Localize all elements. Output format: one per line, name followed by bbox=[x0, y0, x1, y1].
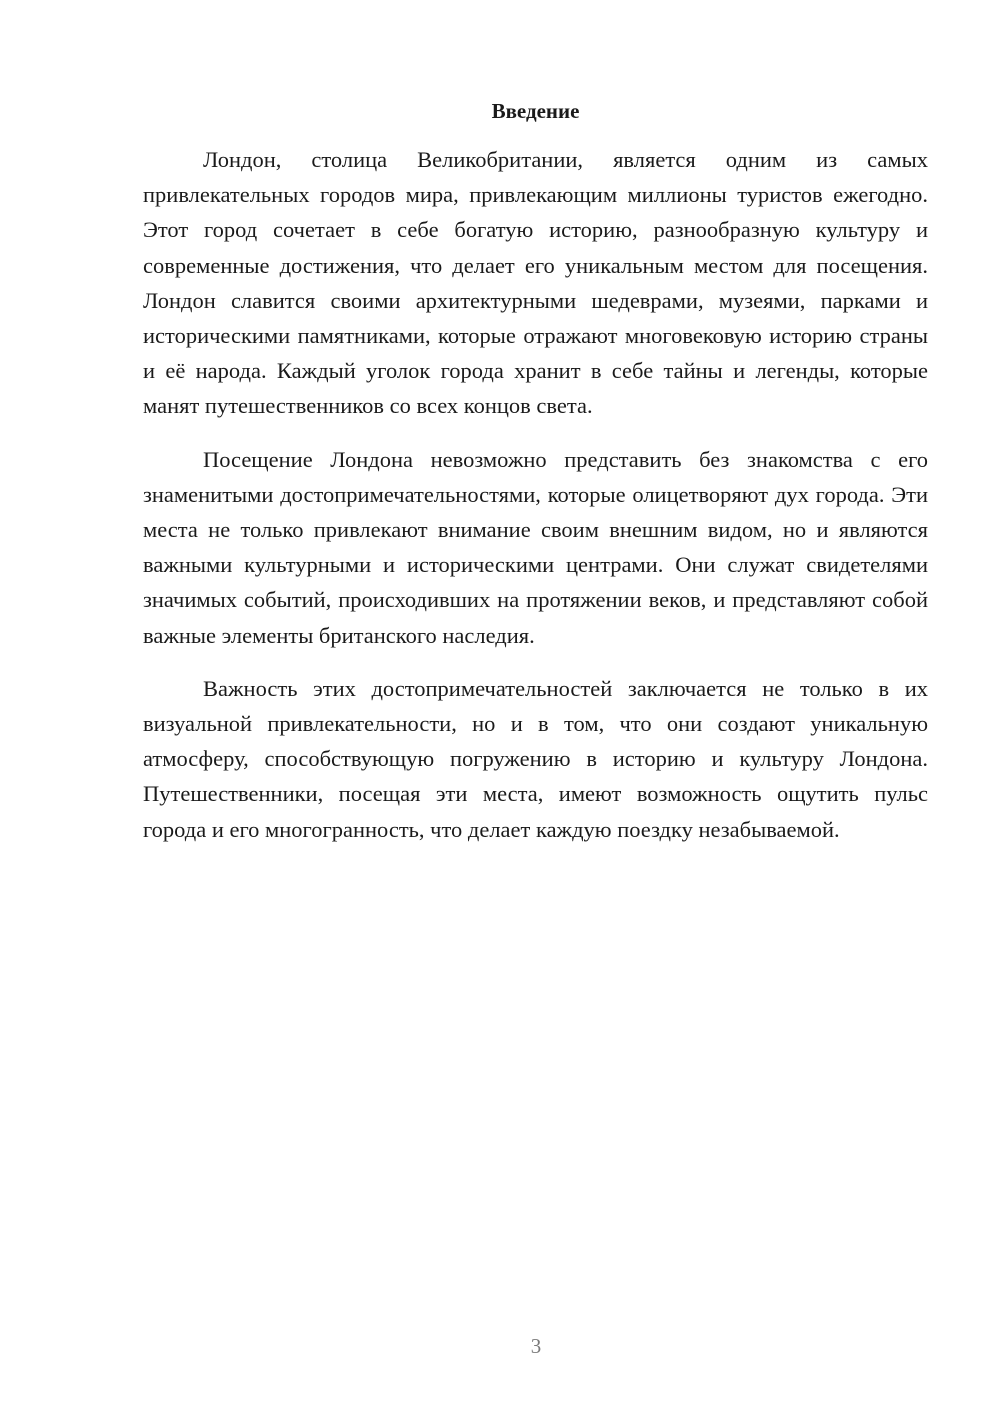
paragraph-3: Важность этих достопримечательностей заключается не только в их визуальной привлекательности, но и в том, что они создают уникальную атмосферу, способствующую погружению в историю и культуру Лондона. Путешественники, посещая эти места, имеют возможность ощутить пульс города и его многогранность, что делает каждую поездку незабываемой. bbox=[143, 675, 928, 842]
body-text bbox=[143, 142, 928, 865]
page-number: 3 bbox=[530, 1334, 542, 1358]
section-heading: Введение bbox=[491, 99, 580, 123]
paragraph-2: Посещение Лондона невозможно представить без знакомства с его знаменитыми достопримечательностями, которые олицетворяют дух города. Эти места не только привлекают внимание своим внешним видом, но и являются важными культурными и историческими центрами. Они служат свидетелями значимых событий, происходивших на протяжении веков, и представляют собой важные элементы британского наследия. bbox=[143, 446, 928, 648]
paragraph-1: Лондон, столица Великобритании, является одним из самых привлекательных городов мира, привлекающим миллионы туристов ежегодно. Этот город сочетает в себе богатую историю, разнообразную культуру и современные достижения, что делает его уникальным местом для посещения. Лондон славится своими архитектурными шедеврами, музеями, парками и историческими памятниками, которые отражают многовековую историю страны и её народа. Каждый уголок города хранит в себе тайны и легенды, которые манят путешественников со всех концов света. bbox=[143, 147, 928, 419]
